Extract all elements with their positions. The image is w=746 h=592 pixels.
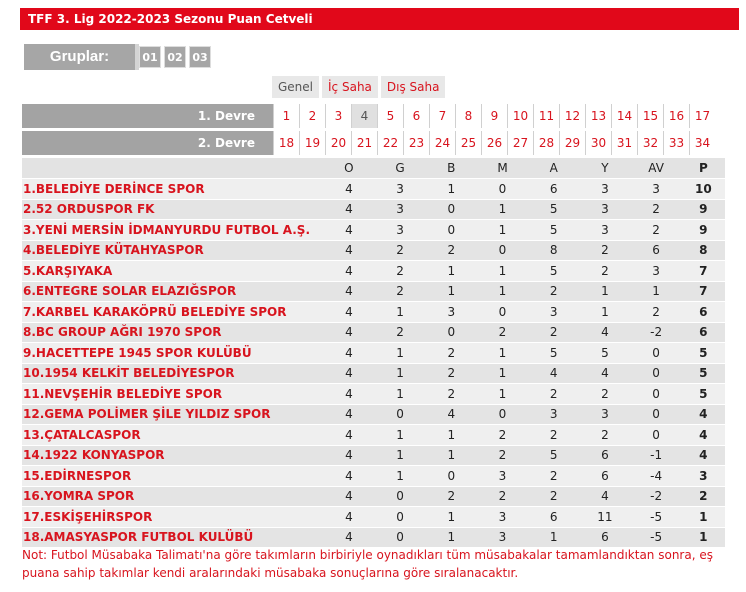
stat-g: 2: [374, 281, 425, 302]
week-link[interactable]: 6: [403, 104, 429, 128]
stat-m: 1: [477, 261, 528, 282]
stat-y: 5: [579, 343, 630, 364]
week-link[interactable]: 28: [533, 131, 559, 155]
team-name-link[interactable]: 10.1954 KELKİT BELEDİYESPOR: [22, 363, 323, 384]
stat-b: 2: [426, 240, 477, 261]
stat-y: 6: [579, 466, 630, 487]
stat-a: 5: [528, 343, 579, 364]
stat-av: 2: [631, 302, 682, 323]
stat-g: 0: [374, 404, 425, 425]
table-row: [22, 179, 725, 200]
stat-av: 0: [631, 425, 682, 446]
second-half-row: [22, 131, 730, 155]
week-link[interactable]: 27: [507, 131, 533, 155]
stat-o: 4: [323, 322, 374, 343]
stat-p: 5: [682, 363, 725, 384]
second-half-label: 2. Devre: [22, 131, 273, 155]
team-name-link[interactable]: 8.BC GROUP AĞRI 1970 SPOR: [22, 322, 323, 343]
stat-av: -2: [631, 322, 682, 343]
stat-b: 1: [426, 507, 477, 528]
stat-a: 2: [528, 486, 579, 507]
stat-a: 4: [528, 363, 579, 384]
stat-p: 2: [682, 486, 725, 507]
stat-a: 2: [528, 384, 579, 405]
week-link[interactable]: 2: [299, 104, 325, 128]
week-link[interactable]: 31: [611, 131, 637, 155]
week-link[interactable]: 19: [299, 131, 325, 155]
stat-g: 1: [374, 302, 425, 323]
stat-o: 4: [323, 240, 374, 261]
stat-y: 3: [579, 404, 630, 425]
team-name-link[interactable]: 4.BELEDİYE KÜTAHYASPOR: [22, 240, 323, 261]
header-y: Y: [579, 158, 630, 179]
stat-y: 4: [579, 486, 630, 507]
stat-p: 9: [682, 220, 725, 241]
table-row: [22, 302, 725, 323]
stat-b: 4: [426, 404, 477, 425]
stat-b: 1: [426, 261, 477, 282]
stat-g: 1: [374, 343, 425, 364]
team-name-link[interactable]: 13.ÇATALCASPOR: [22, 425, 323, 446]
stat-o: 4: [323, 179, 374, 200]
week-link[interactable]: 5: [377, 104, 403, 128]
stat-a: 3: [528, 302, 579, 323]
stat-av: 3: [631, 261, 682, 282]
table-row: [22, 466, 725, 487]
stat-p: 10: [682, 179, 725, 200]
stat-m: 1: [477, 281, 528, 302]
stat-o: 4: [323, 261, 374, 282]
stat-a: 5: [528, 199, 579, 220]
team-name-link[interactable]: 12.GEMA POLİMER ŞİLE YILDIZ SPOR: [22, 404, 323, 425]
group-button-02[interactable]: 02: [164, 46, 186, 68]
stat-g: 1: [374, 425, 425, 446]
stat-g: 1: [374, 445, 425, 466]
stat-y: 4: [579, 363, 630, 384]
week-link[interactable]: 7: [429, 104, 455, 128]
standings-table: [22, 158, 725, 548]
stat-y: 1: [579, 281, 630, 302]
stat-m: 1: [477, 199, 528, 220]
team-name-link[interactable]: 6.ENTEGRE SOLAR ELAZIĞSPOR: [22, 281, 323, 302]
stat-av: 0: [631, 343, 682, 364]
second-half-weeks: [273, 131, 715, 155]
stat-y: 2: [579, 240, 630, 261]
table-row: [22, 445, 725, 466]
stat-y: 11: [579, 507, 630, 528]
stat-a: 2: [528, 425, 579, 446]
stat-m: 2: [477, 322, 528, 343]
stat-g: 2: [374, 261, 425, 282]
table-row: [22, 322, 725, 343]
table-row: [22, 404, 725, 425]
stat-g: 3: [374, 199, 425, 220]
stat-p: 7: [682, 261, 725, 282]
table-row: [22, 220, 725, 241]
stat-m: 1: [477, 384, 528, 405]
stat-g: 2: [374, 322, 425, 343]
week-link[interactable]: 24: [429, 131, 455, 155]
stat-p: 6: [682, 302, 725, 323]
stat-av: -5: [631, 507, 682, 528]
week-link[interactable]: 11: [533, 104, 559, 128]
stat-b: 1: [426, 445, 477, 466]
stat-p: 4: [682, 445, 725, 466]
week-link[interactable]: 3: [325, 104, 351, 128]
stat-b: 1: [426, 179, 477, 200]
table-header-row: [22, 158, 725, 179]
stat-a: 5: [528, 220, 579, 241]
stat-p: 5: [682, 343, 725, 364]
tab-ic-saha[interactable]: İç Saha: [322, 76, 378, 98]
stat-av: 6: [631, 240, 682, 261]
stat-a: 5: [528, 261, 579, 282]
stat-g: 1: [374, 466, 425, 487]
team-name-link[interactable]: 7.KARBEL KARAKÖPRÜ BELEDİYE SPOR: [22, 302, 323, 323]
stat-o: 4: [323, 220, 374, 241]
stat-av: 1: [631, 281, 682, 302]
stat-b: 1: [426, 425, 477, 446]
week-link[interactable]: 26: [481, 131, 507, 155]
table-row: [22, 261, 725, 282]
groups-selector: [24, 44, 214, 70]
stat-g: 2: [374, 240, 425, 261]
stat-m: 1: [477, 343, 528, 364]
page-title: TFF 3. Lig 2022-2023 Sezonu Puan Cetveli: [20, 8, 739, 30]
week-link[interactable]: 17: [689, 104, 715, 128]
stat-o: 4: [323, 404, 374, 425]
stat-y: 3: [579, 199, 630, 220]
table-row: [22, 486, 725, 507]
stat-p: 6: [682, 322, 725, 343]
stat-y: 6: [579, 527, 630, 548]
table-row: [22, 507, 725, 528]
week-link[interactable]: 23: [403, 131, 429, 155]
stat-av: 3: [631, 179, 682, 200]
stat-o: 4: [323, 302, 374, 323]
stat-b: 2: [426, 363, 477, 384]
stat-o: 4: [323, 507, 374, 528]
stat-p: 1: [682, 527, 725, 548]
stat-av: -5: [631, 527, 682, 548]
stat-m: 0: [477, 240, 528, 261]
team-name-link[interactable]: 9.HACETTEPE 1945 SPOR KULÜBÜ: [22, 343, 323, 364]
stat-a: 8: [528, 240, 579, 261]
stat-g: 1: [374, 384, 425, 405]
stat-y: 4: [579, 322, 630, 343]
week-link[interactable]: 10: [507, 104, 533, 128]
stat-y: 2: [579, 261, 630, 282]
stat-y: 3: [579, 179, 630, 200]
header-a: A: [528, 158, 579, 179]
stat-p: 4: [682, 404, 725, 425]
stat-y: 6: [579, 445, 630, 466]
team-name-link[interactable]: 11.NEVŞEHİR BELEDİYE SPOR: [22, 384, 323, 405]
stat-g: 0: [374, 527, 425, 548]
table-row: [22, 384, 725, 405]
table-row: [22, 199, 725, 220]
stat-a: 1: [528, 527, 579, 548]
team-name-link[interactable]: 14.1922 KONYASPOR: [22, 445, 323, 466]
week-link[interactable]: 18: [273, 131, 299, 155]
header-m: M: [477, 158, 528, 179]
first-half-row: [22, 104, 730, 128]
stat-av: -1: [631, 445, 682, 466]
stat-y: 2: [579, 425, 630, 446]
stat-m: 3: [477, 466, 528, 487]
table-row: [22, 240, 725, 261]
stat-y: 1: [579, 302, 630, 323]
view-tabs: [272, 76, 445, 98]
stat-y: 3: [579, 220, 630, 241]
stat-a: 2: [528, 322, 579, 343]
stat-b: 0: [426, 220, 477, 241]
stat-m: 0: [477, 404, 528, 425]
week-link[interactable]: 12: [559, 104, 585, 128]
stat-p: 9: [682, 199, 725, 220]
header-o: O: [323, 158, 374, 179]
week-link[interactable]: 30: [585, 131, 611, 155]
week-link[interactable]: 4: [351, 104, 377, 128]
team-name-link[interactable]: 15.EDİRNESPOR: [22, 466, 323, 487]
week-link[interactable]: 1: [273, 104, 299, 128]
week-link[interactable]: 34: [689, 131, 715, 155]
week-link[interactable]: 14: [611, 104, 637, 128]
team-name-link[interactable]: 2.52 ORDUSPOR FK: [22, 199, 323, 220]
stat-m: 2: [477, 425, 528, 446]
team-name-link[interactable]: 17.ESKİŞEHİRSPOR: [22, 507, 323, 528]
stat-b: 1: [426, 281, 477, 302]
first-half-weeks: [273, 104, 715, 128]
stat-p: 3: [682, 466, 725, 487]
groups-label: Gruplar:: [24, 44, 135, 70]
stat-m: 1: [477, 220, 528, 241]
team-name-link[interactable]: 16.YOMRA SPOR: [22, 486, 323, 507]
stat-m: 2: [477, 445, 528, 466]
table-row: [22, 343, 725, 364]
stat-m: 1: [477, 363, 528, 384]
header-p: P: [682, 158, 725, 179]
stat-av: 0: [631, 363, 682, 384]
tab-genel[interactable]: Genel: [272, 76, 319, 98]
team-name-link[interactable]: 18.AMASYASPOR FUTBOL KULÜBÜ: [22, 527, 323, 548]
stat-g: 3: [374, 220, 425, 241]
stat-b: 0: [426, 322, 477, 343]
stat-a: 6: [528, 179, 579, 200]
team-name-link[interactable]: 5.KARŞIYAKA: [22, 261, 323, 282]
week-link[interactable]: 32: [637, 131, 663, 155]
week-link[interactable]: 29: [559, 131, 585, 155]
week-link[interactable]: 22: [377, 131, 403, 155]
week-link[interactable]: 20: [325, 131, 351, 155]
tab-dis-saha[interactable]: Dış Saha: [381, 76, 446, 98]
stat-b: 2: [426, 384, 477, 405]
week-link[interactable]: 13: [585, 104, 611, 128]
stat-b: 0: [426, 199, 477, 220]
stat-o: 4: [323, 425, 374, 446]
stat-o: 4: [323, 363, 374, 384]
stat-g: 0: [374, 486, 425, 507]
stat-b: 2: [426, 343, 477, 364]
stat-m: 2: [477, 486, 528, 507]
group-button-03[interactable]: 03: [189, 46, 211, 68]
team-header: [22, 158, 323, 179]
stat-a: 5: [528, 445, 579, 466]
first-half-label: 1. Devre: [22, 104, 273, 128]
stat-o: 4: [323, 466, 374, 487]
header-g: G: [374, 158, 425, 179]
stat-b: 1: [426, 527, 477, 548]
stat-av: -2: [631, 486, 682, 507]
table-row: [22, 527, 725, 548]
table-row: [22, 281, 725, 302]
week-link[interactable]: 16: [663, 104, 689, 128]
team-name-link[interactable]: 3.YENİ MERSİN İDMANYURDU FUTBOL A.Ş.: [22, 220, 323, 241]
stat-m: 0: [477, 302, 528, 323]
stat-p: 7: [682, 281, 725, 302]
stat-o: 4: [323, 281, 374, 302]
week-link[interactable]: 15: [637, 104, 663, 128]
stat-a: 2: [528, 466, 579, 487]
stat-g: 0: [374, 507, 425, 528]
stat-a: 3: [528, 404, 579, 425]
table-row: [22, 363, 725, 384]
stat-o: 4: [323, 486, 374, 507]
stat-a: 2: [528, 281, 579, 302]
stat-m: 0: [477, 179, 528, 200]
stat-b: 3: [426, 302, 477, 323]
team-name-link[interactable]: 1.BELEDİYE DERİNCE SPOR: [22, 179, 323, 200]
header-av: AV: [631, 158, 682, 179]
stat-av: -4: [631, 466, 682, 487]
stat-m: 3: [477, 507, 528, 528]
week-link[interactable]: 9: [481, 104, 507, 128]
week-link[interactable]: 25: [455, 131, 481, 155]
stat-o: 4: [323, 445, 374, 466]
stat-p: 8: [682, 240, 725, 261]
stat-y: 2: [579, 384, 630, 405]
stat-av: 2: [631, 199, 682, 220]
stat-a: 6: [528, 507, 579, 528]
stat-m: 3: [477, 527, 528, 548]
stat-o: 4: [323, 199, 374, 220]
stat-av: 2: [631, 220, 682, 241]
stat-p: 5: [682, 384, 725, 405]
header-b: B: [426, 158, 477, 179]
stat-o: 4: [323, 527, 374, 548]
week-link[interactable]: 21: [351, 131, 377, 155]
table-row: [22, 425, 725, 446]
stat-p: 1: [682, 507, 725, 528]
stat-av: 0: [631, 404, 682, 425]
tiebreak-note: Not: Futbol Müsabaka Talimatı'na göre takımların birbiriyle oynadıkları tüm müsabakalar tamamlandıktan sonra, eş puana sahip takımlar kendi aralarındaki müsabaka sonuçlarına göre sıralanacaktır.: [22, 548, 713, 580]
stat-o: 4: [323, 384, 374, 405]
group-button-01[interactable]: 01: [139, 46, 161, 68]
week-link[interactable]: 33: [663, 131, 689, 155]
stat-av: 0: [631, 384, 682, 405]
stat-o: 4: [323, 343, 374, 364]
stat-p: 4: [682, 425, 725, 446]
stat-b: 2: [426, 486, 477, 507]
stat-g: 3: [374, 179, 425, 200]
stat-g: 1: [374, 363, 425, 384]
stat-b: 0: [426, 466, 477, 487]
week-link[interactable]: 8: [455, 104, 481, 128]
